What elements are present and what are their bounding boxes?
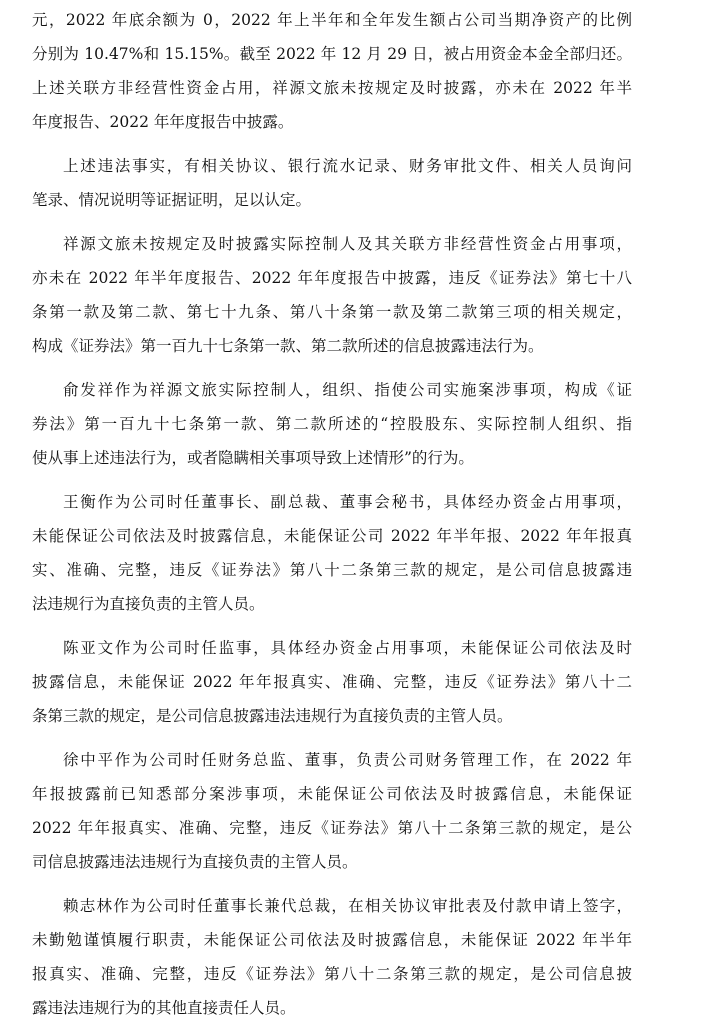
paragraph-line: 使从事上述违法行为，或者隐瞒相关事项导致上述情形”的行为。	[32, 449, 474, 467]
paragraph-line: 徐中平作为公司时任财务总监、董事，负责公司财务管理工作，在 2022 年	[63, 751, 632, 769]
paragraph-line: 元，2022 年底余额为 0，2022 年上半年和全年发生额占公司当期净资产的比例	[32, 11, 632, 29]
paragraph-line: 笔录、情况说明等证据证明，足以认定。	[32, 191, 312, 209]
paragraph-line: 分别为 10.47%和 15.15%。截至 2022 年 12 月 29 日，被占用资金本金全部归还。	[32, 45, 632, 63]
paragraph	[32, 3, 632, 139]
paragraph	[32, 227, 632, 363]
paragraph-line: 实、准确、完整，违反《证券法》第八十二条第三款的规定，是公司信息披露违	[32, 561, 632, 579]
paragraph-line: 年度报告、2022 年年度报告中披露。	[32, 113, 294, 131]
paragraph-line: 披露信息，未能保证 2022 年年报真实、准确、完整，违反《证券法》第八十二	[32, 673, 632, 691]
paragraph-line: 上述违法事实，有相关协议、银行流水记录、财务审批文件、相关人员询问	[63, 157, 632, 175]
paragraph-line: 亦未在 2022 年半年度报告、2022 年年度报告中披露，违反《证券法》第七十八	[32, 269, 632, 287]
paragraph-line: 未勤勉谨慎履行职责，未能保证公司依法及时披露信息，未能保证 2022 年半年	[32, 931, 632, 949]
paragraph-line: 未能保证公司依法及时披露信息，未能保证公司 2022 年半年报、2022 年年报真	[32, 527, 632, 545]
paragraph-line: 露违法违规行为的其他直接责任人员。	[32, 999, 296, 1017]
paragraph	[32, 743, 632, 879]
document-page	[32, 3, 632, 1035]
paragraph-line: 司信息披露违法违规行为直接负责的主管人员。	[32, 853, 358, 871]
paragraph-line: 王衡作为公司时任董事长、副总裁、董事会秘书，具体经办资金占用事项，	[63, 493, 632, 511]
paragraph-line: 2022 年年报真实、准确、完整，违反《证券法》第八十二条第三款的规定，是公	[32, 819, 632, 837]
paragraph-line: 条第一款及第二款、第七十九条、第八十条第一款及第二款第三项的相关规定，	[32, 303, 632, 321]
paragraph-line: 券法》第一百九十七条第一款、第二款所述的“控股股东、实际控制人组织、指	[32, 415, 632, 433]
paragraph-line: 赖志林作为公司时任董事长兼代总裁，在相关协议审批表及付款申请上签字，	[63, 897, 632, 915]
paragraph	[32, 149, 632, 217]
paragraph-line: 上述关联方非经营性资金占用，祥源文旅未按规定及时披露，亦未在 2022 年半	[32, 79, 632, 97]
paragraph-line: 条第三款的规定，是公司信息披露违法违规行为直接负责的主管人员。	[32, 707, 513, 725]
paragraph-line: 陈亚文作为公司时任监事，具体经办资金占用事项，未能保证公司依法及时	[63, 639, 632, 657]
paragraph-line: 俞发祥作为祥源文旅实际控制人，组织、指使公司实施案涉事项，构成《证	[63, 381, 632, 399]
paragraph	[32, 373, 632, 475]
paragraph-line: 构成《证券法》第一百九十七条第一款、第二款所述的信息披露违法行为。	[32, 337, 544, 355]
paragraph-line: 法违规行为直接负责的主管人员。	[32, 595, 265, 613]
paragraph-line: 年报披露前已知悉部分案涉事项，未能保证公司依法及时披露信息，未能保证	[32, 785, 632, 803]
paragraph-line: 报真实、准确、完整，违反《证券法》第八十二条第三款的规定，是公司信息披	[32, 965, 632, 983]
paragraph	[32, 889, 632, 1025]
paragraph	[32, 631, 632, 733]
paragraph	[32, 485, 632, 621]
paragraph-line: 祥源文旅未按规定及时披露实际控制人及其关联方非经营性资金占用事项，	[63, 235, 632, 253]
